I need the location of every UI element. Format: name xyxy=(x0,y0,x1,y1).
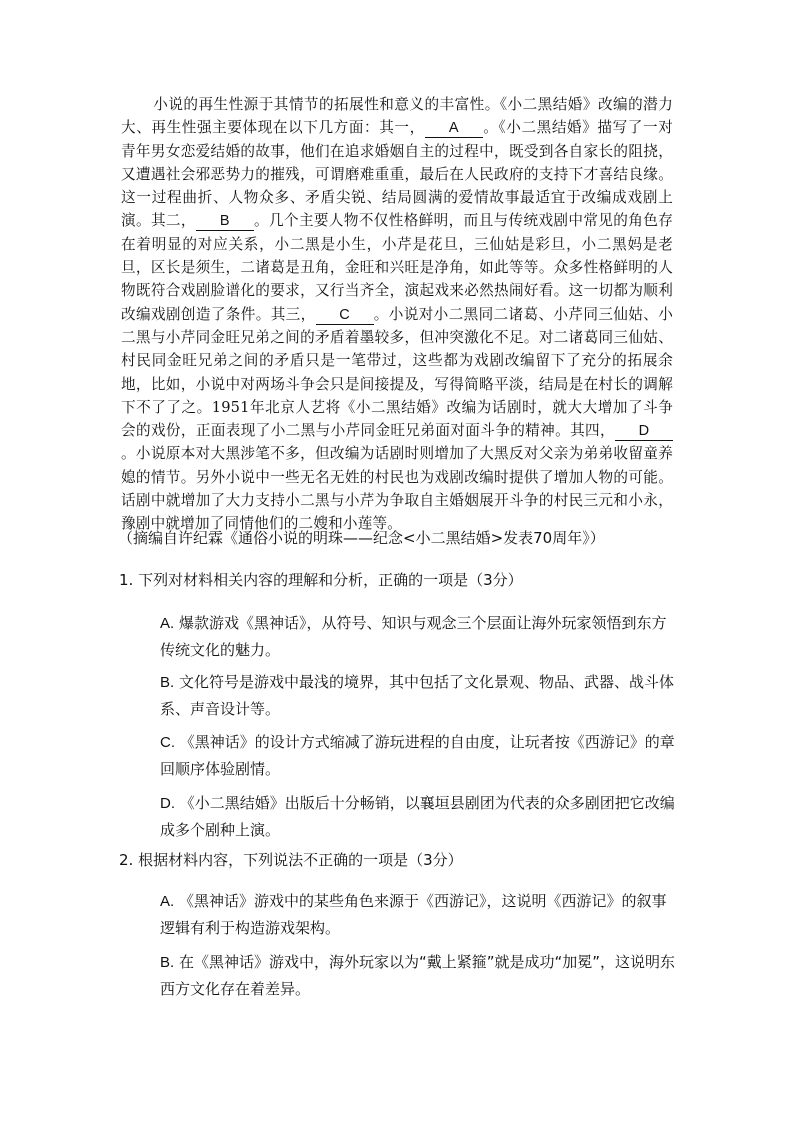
option-text: 爆款游戏《黑神话》，从符号、知识与观念三个层面让海外玩家领悟到东方传统文化的魅力。 xyxy=(160,614,667,659)
blank-c: C xyxy=(316,307,374,325)
blank-b: B xyxy=(196,213,254,231)
option-text: 《黑神话》的设计方式缩减了游玩进程的自由度，让玩者按《西游记》的章回顺序体验剧情。 xyxy=(160,733,675,778)
option-letter: A. xyxy=(160,893,175,910)
option-text: 在《黑神话》游戏中，海外玩家以为“戴上紧箍”就是成功“加冕”，这说明东西方文化存在着差异。 xyxy=(160,953,676,998)
question-1-option-a xyxy=(160,610,680,663)
option-text: 文化符号是游戏中最浅的境界，其中包括了文化景观、物品、武器、战斗体系、声音设计等。 xyxy=(160,673,674,718)
option-letter: B. xyxy=(160,674,175,691)
passage-segment-2: 。《小二黑结婚》描写了一对青年男女恋爱结婚的故事，他们在追求婚姻自主的过程中，既受到各自家长的阻挠，又遭遇社会邪恶势力的摧残，可谓磨难重重，最后在人民政府的支持下才喜结良缘。这一过程曲折、人物众多、矛盾尖锐、结局圆满的爱情故事最适宜于改编成戏剧上演。其二， xyxy=(121,119,673,230)
passage-segment-5: 。小说原本对大黑涉笔不多，但改编为话剧时则增加了大黑反对父亲为弟弟收留童养媳的情节。另外小说中一些无名无姓的村民也为戏剧改编时提供了增加人物的可能。话剧中就增加了大力支持小二黑与小芹为争取自主婚姻展开斗争的村民三元和小永，豫剧中就增加了同情他们的二嫂和小莲等。 xyxy=(121,445,673,533)
question-1-option-d xyxy=(160,790,680,843)
blank-a: A xyxy=(425,120,483,138)
blank-d: D xyxy=(615,423,673,441)
passage-segment-4: 。小说对小二黑同二诸葛、小芹同三仙姑、小二黑与小芹同金旺兄弟之间的矛盾着墨较多，但冲突激化不足。对二诸葛同三仙姑、村民同金旺兄弟之间的矛盾只是一笔带过，这些都为戏剧改编留下了充分的拓展余地，比如，小说中对两场斗争会只是间接提及，写得简略平淡，结局是在村长的调解下不了了之。1951年北京人艺将《小二黑结婚》改编为话剧时，就大大增加了斗争会的戏份，正面表现了小二黑与小芹同金旺兄弟面对面斗争的精神。其四， xyxy=(121,305,673,440)
passage-segment-3: 。几个主要人物不仅性格鲜明，而且与传统戏剧中常见的角色存在着明显的对应关系，小二黑是小生，小芹是花旦，三仙姑是彩旦，小二黑妈是老旦，区长是须生，二诸葛是丑角，金旺和兴旺是净角，如此等等。众多性格鲜明的人物既符合戏剧脸谱化的要求，又行当齐全，演起戏来必然热闹好看。这一切都为顺利改编戏剧创造了条件。其三， xyxy=(121,212,673,323)
question-1-option-b xyxy=(160,669,680,722)
option-text: 《小二黑结婚》出版后十分畅销，以襄垣县剧团为代表的众多剧团把它改编成多个剧种上演。 xyxy=(160,794,675,839)
option-text: 《黑神话》游戏中的某些角色来源于《西游记》，这说明《西游记》的叙事逻辑有利于构造游戏架构。 xyxy=(160,892,667,937)
passage-segment-1: 小说的再生性源于其情节的拓展性和意义的丰富性。《小二黑结婚》改编的潜力大、再生性强主要体现在以下几方面：其一， xyxy=(121,96,673,137)
question-2-option-b xyxy=(160,949,680,1002)
question-2-option-a xyxy=(160,888,680,941)
question-1-stem: 1. 下列对材料相关内容的理解和分析，正确的一项是（3分） xyxy=(119,571,523,589)
option-letter: B. xyxy=(160,954,175,971)
question-1-option-c xyxy=(160,729,680,782)
reading-passage xyxy=(121,93,673,536)
option-letter: A. xyxy=(160,615,175,632)
option-letter: C. xyxy=(160,734,175,751)
option-letter: D. xyxy=(160,795,175,812)
question-2-stem: 2. 根据材料内容，下列说法不正确的一项是（3分） xyxy=(119,851,463,869)
source-citation: （摘编自许纪霖《通俗小说的明珠——纪念<小二黑结婚>发表70周年》） xyxy=(118,529,605,547)
